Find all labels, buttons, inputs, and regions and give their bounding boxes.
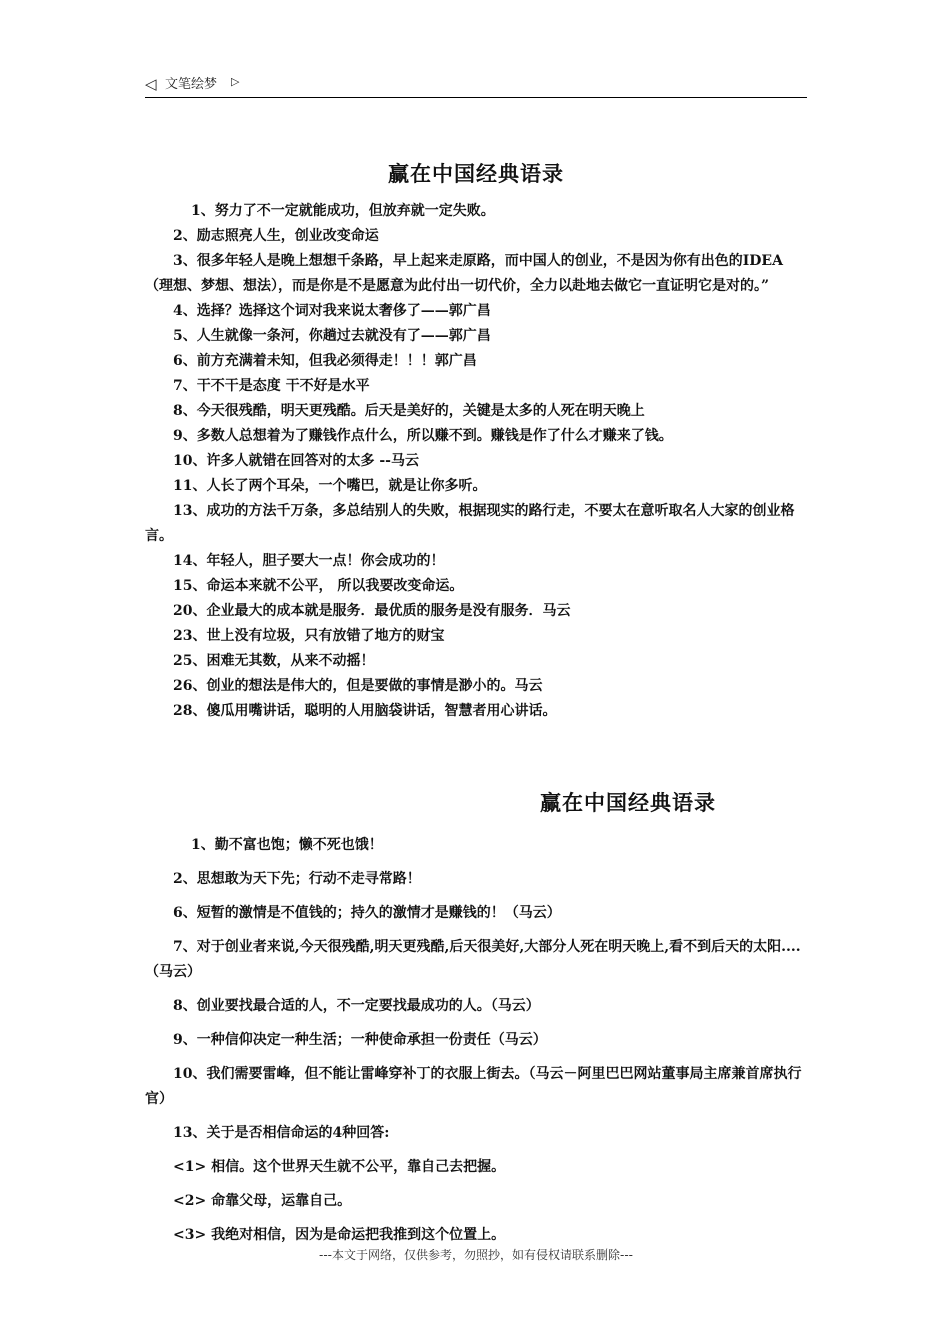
quote: 26、创业的想法是伟大的，但是要做的事情是渺小的。马云 <box>173 678 543 694</box>
quote: 10、许多人就错在回答对的太多 --马云 <box>173 453 419 469</box>
page-footer-disclaimer: ---本文于网络，仅供参考，勿照抄，如有侵权请联系删除--- <box>319 1248 633 1262</box>
quote: 23、世上没有垃圾，只有放错了地方的财宝 <box>173 628 445 644</box>
quote: 9、多数人总想着为了赚钱作点什么，所以赚不到。赚钱是作了什么才赚来了钱。 <box>173 428 673 444</box>
quote: <2> 命靠父母，运靠自己。 <box>173 1193 352 1209</box>
quote: 1、努力了不一定就能成功，但放弃就一定失败。 <box>191 203 495 219</box>
quote: 4、选择？选择这个词对我来说太奢侈了——郭广昌 <box>173 303 491 319</box>
quote: 2、思想敢为天下先；行动不走寻常路！ <box>173 871 421 887</box>
quote: 9、一种信仰决定一种生活；一种使命承担一份责任（马云） <box>173 1032 547 1048</box>
triangle-left-icon: ◁ <box>145 75 157 93</box>
section-1-quotes <box>145 199 807 724</box>
page-header <box>145 74 807 96</box>
section-2-quotes <box>145 833 807 1257</box>
quote: 6、前方充满着未知，但我必须得走！！！郭广昌 <box>173 353 477 369</box>
quote: 3、很多年轻人是晚上想想千条路，早上起来走原路，而中国人的创业，不是因为你有出色的IDEA（理想、梦想、想法），而是你是不是愿意为此付出一切代价，全力以赴地去做它一直证明它是对的。” <box>145 253 783 294</box>
quote: 13、关于是否相信命运的4种回答: <box>173 1125 390 1141</box>
quote: <3> 我绝对相信，因为是命运把我推到这个位置上。 <box>173 1227 506 1243</box>
quote: 8、今天很残酷，明天更残酷。后天是美好的，关键是太多的人死在明天晚上 <box>173 403 645 419</box>
quote: 5、人生就像一条河，你趟过去就没有了——郭广昌 <box>173 328 491 344</box>
quote: 1、勤不富也饱；懒不死也饿！ <box>191 837 383 853</box>
quote: 25、困难无其数，从来不动摇！ <box>173 653 375 669</box>
section-1-title: 赢在中国经典语录 <box>388 161 564 186</box>
quote: 7、对于创业者来说,今天很残酷,明天更残酷,后天很美好,大部分人死在明天晚上,看不到后天的太阳....（马云） <box>145 939 801 980</box>
quote: 13、成功的方法千万条，多总结别人的失败，根据现实的路行走，不要太在意听取名人大家的创业格言。 <box>145 503 795 544</box>
quote: 20、企业最大的成本就是服务．最优质的服务是没有服务．马云 <box>173 603 571 619</box>
quote: 2、励志照亮人生，创业改变命运 <box>173 228 379 244</box>
quote: 15、命运本来就不公平， 所以我要改变命运。 <box>173 578 464 594</box>
quote: 11、人长了两个耳朵，一个嘴巴，就是让你多听。 <box>173 478 487 494</box>
quote: 14、年轻人，胆子要大一点！你会成功的！ <box>173 553 445 569</box>
quote: <1> 相信。这个世界天生就不公平，靠自己去把握。 <box>173 1159 506 1175</box>
triangle-right-icon: ▷ <box>231 75 240 88</box>
quote: 10、我们需要雷峰，但不能让雷峰穿补丁的衣服上街去。（马云－阿里巴巴网站董事局主席兼首席执行官） <box>145 1066 802 1107</box>
header-divider <box>145 97 807 98</box>
section-2-title: 赢在中国经典语录 <box>540 790 716 815</box>
quote: 28、傻瓜用嘴讲话，聪明的人用脑袋讲话，智慧者用心讲话。 <box>173 703 557 719</box>
quote: 6、短暂的激情是不值钱的；持久的激情才是赚钱的！（马云） <box>173 905 561 921</box>
quote: 7、干不干是态度 干不好是水平 <box>173 378 370 394</box>
header-brand: 文笔绘梦 <box>165 77 218 92</box>
quote: 8、创业要找最合适的人，不一定要找最成功的人。（马云） <box>173 998 540 1014</box>
